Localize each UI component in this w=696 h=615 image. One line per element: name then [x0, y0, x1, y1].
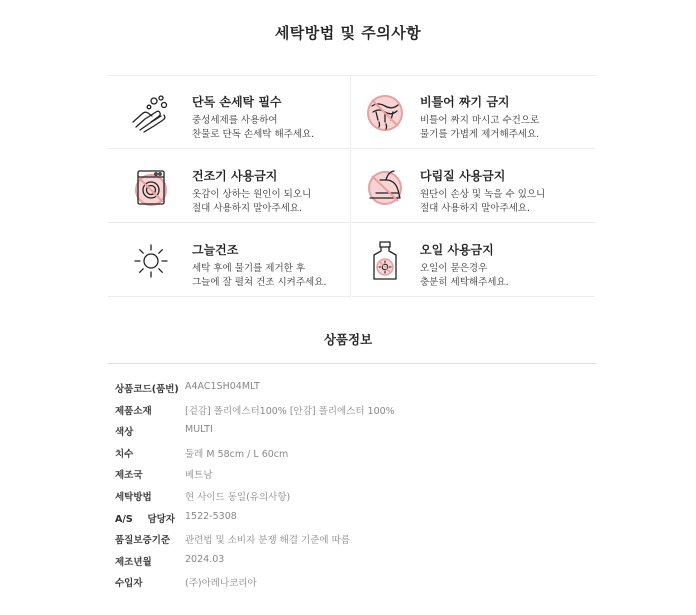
- no-iron-icon: [364, 166, 406, 208]
- info-value: MULTI: [185, 424, 213, 436]
- info-label: 세탁방법: [115, 491, 152, 503]
- care-item-name: 그늘건조: [192, 243, 239, 257]
- info-label: 색상: [115, 427, 134, 439]
- info-value: 2024.03: [185, 553, 225, 565]
- info-value: 둘레 M 58cm / L 60cm: [185, 448, 289, 460]
- care-item-desc-line1: 옷감이 상하는 원인이 되오니: [192, 189, 312, 200]
- info-value: 베트남: [185, 470, 213, 482]
- care-item-desc-line2: 그늘에 잘 펼쳐 건조 시켜주세요.: [192, 277, 327, 288]
- care-item-desc-line1: 중성세제를 사용하여: [192, 115, 278, 126]
- product-info-divider: [108, 363, 596, 364]
- care-item-name: 건조기 사용금지: [192, 169, 278, 183]
- product-info-title: 상품정보: [323, 332, 373, 347]
- info-row-importer: [115, 572, 595, 594]
- product-info-table: [115, 378, 595, 594]
- info-value: (주)아레나코리아: [185, 578, 257, 590]
- care-item-no-wring: [352, 76, 595, 149]
- care-item-desc-line1: 오일이 묻은경우: [420, 263, 488, 274]
- care-item-shade-dry: [108, 224, 351, 297]
- care-item-hand-wash: [108, 76, 351, 149]
- shade-dry-icon: [130, 240, 172, 282]
- info-value: A4AC1SH04MLT: [185, 381, 260, 392]
- info-row-as-contact: [115, 508, 595, 530]
- care-item-desc-line2: 충분히 세탁해주세요.: [420, 277, 509, 288]
- info-row-warranty: [115, 529, 595, 551]
- care-item-no-dryer: [108, 150, 351, 223]
- care-item-desc-line2: 찬물로 단독 손세탁 해주세요.: [192, 129, 315, 140]
- info-value: 관련법 및 소비자 분쟁 해결 기준에 따름: [185, 535, 350, 547]
- info-label: 제조년월: [115, 556, 152, 568]
- info-label: 상품코드(품번): [115, 384, 179, 395]
- info-label: 품질보증기준: [115, 535, 171, 547]
- info-row-country: [115, 464, 595, 486]
- info-row-product-code: [115, 378, 595, 400]
- care-item-no-oil: [352, 224, 595, 297]
- info-row-size: [115, 443, 595, 465]
- care-item-desc-line1: 비틀어 짜지 마시고 수건으로: [420, 115, 540, 126]
- info-value: [겉감] 폴리에스터100% [안감] 폴리에스터 100%: [185, 405, 395, 417]
- info-label: 제품소재: [115, 405, 152, 417]
- care-item-name: 비틀어 짜기 금지: [420, 95, 510, 109]
- care-title: 세탁방법 및 주의사항: [274, 24, 422, 42]
- info-value: 1522-5308: [185, 510, 237, 522]
- care-item-desc-line1: 원단이 손상 및 녹을 수 있으니: [420, 189, 546, 200]
- care-item-no-iron: [352, 150, 595, 223]
- info-row-material: [115, 400, 595, 422]
- care-item-desc-line1: 세탁 후에 물기를 제거한 후: [192, 263, 306, 274]
- info-value: 현 사이드 동일(유의사항): [185, 491, 291, 503]
- info-label: 수입자: [115, 578, 143, 590]
- care-item-desc-line2: 물기를 가볍게 제거해주세요.: [420, 129, 540, 140]
- care-item-name: 다림질 사용금지: [420, 169, 506, 183]
- care-item-desc-line2: 절대 사용하지 말아주세요.: [192, 203, 303, 214]
- care-grid: [108, 75, 596, 298]
- info-row-manufacture-date: [115, 551, 595, 573]
- no-oil-icon: [364, 240, 406, 282]
- care-item-name: 단독 손세탁 필수: [192, 95, 282, 109]
- hand-wash-icon: [130, 92, 172, 134]
- info-label: 제조국: [115, 470, 143, 482]
- info-label: A/S 담당자: [115, 513, 175, 525]
- info-label: 치수: [115, 448, 134, 460]
- no-wring-icon: [364, 92, 406, 134]
- no-dryer-icon: [130, 166, 172, 208]
- care-item-name: 오일 사용금지: [420, 243, 494, 257]
- care-item-desc-line2: 절대 사용하지 말아주세요.: [420, 203, 531, 214]
- info-row-color: [115, 421, 595, 443]
- info-row-wash-method: [115, 486, 595, 508]
